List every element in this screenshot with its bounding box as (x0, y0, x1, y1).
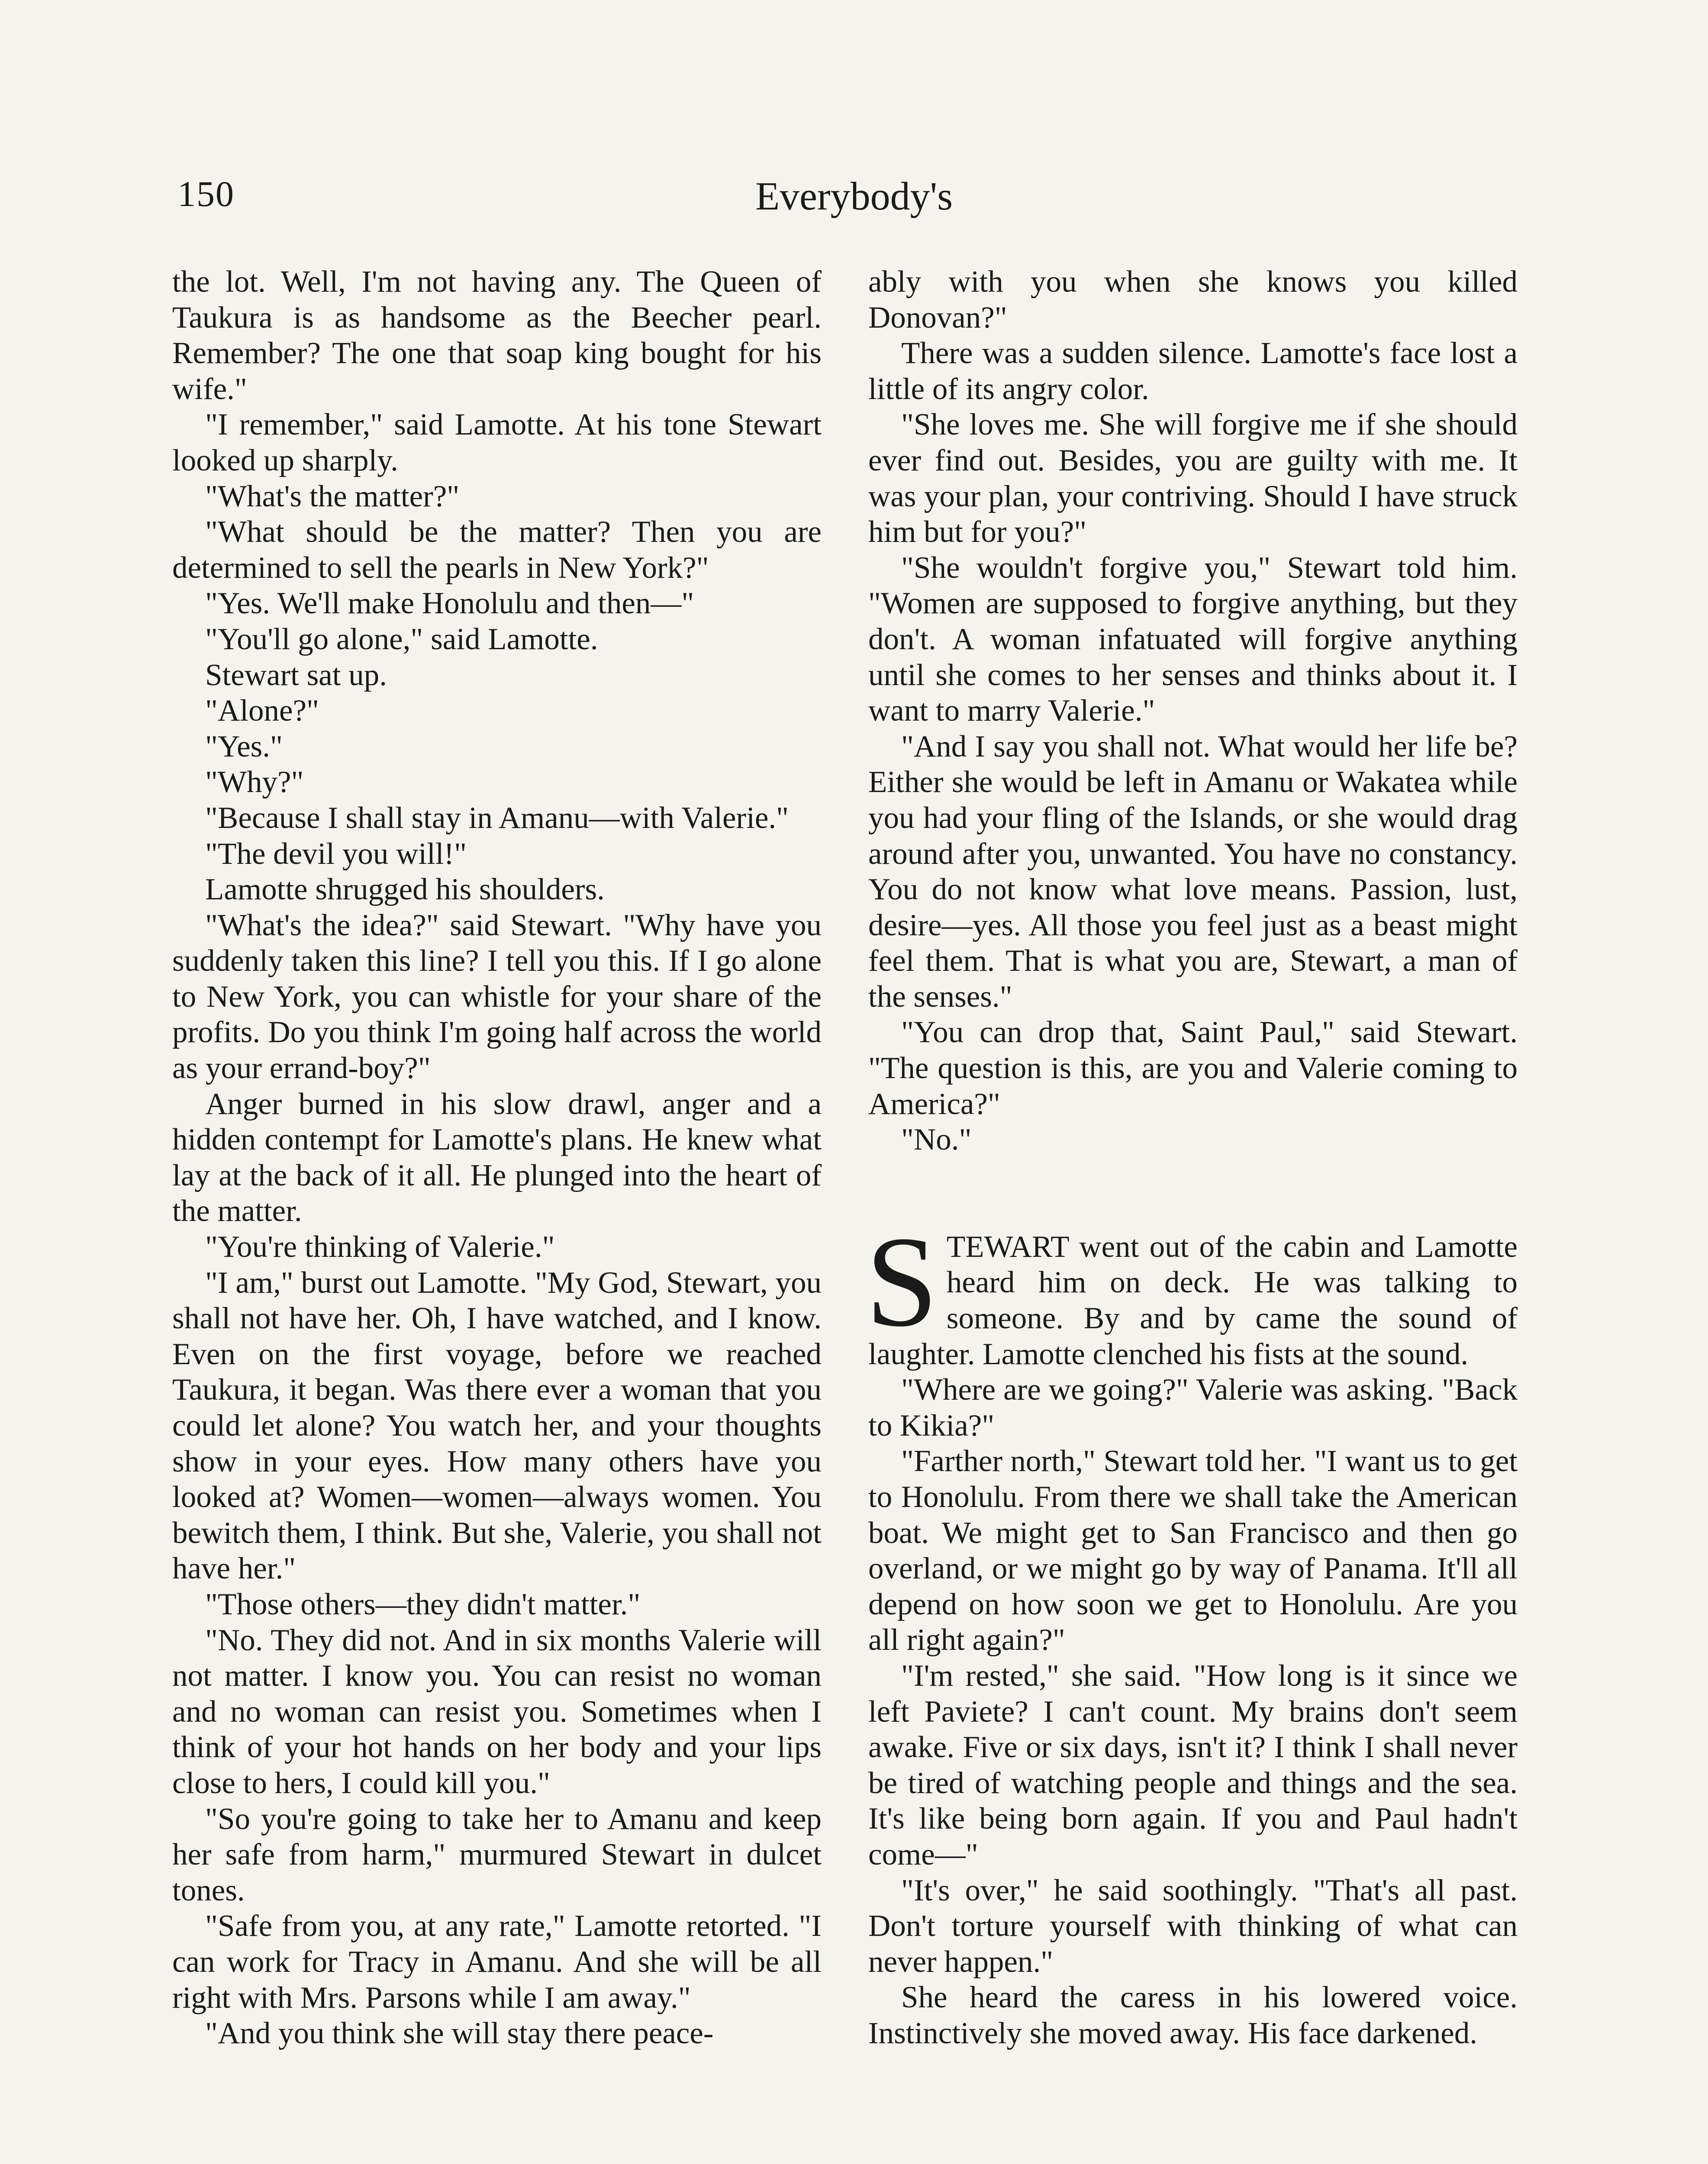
left-column (172, 264, 822, 2051)
paragraph: "You're thinking of Valerie." (205, 1230, 555, 1264)
paragraph: She heard the caress in his lowered voice. Instinctively she moved away. His face darkened. (868, 1980, 1518, 2050)
paragraph: "The devil you will!" (205, 837, 467, 871)
paragraph: "Alone?" (205, 694, 319, 728)
paragraph: "You'll go alone," said Lamotte. (205, 622, 598, 656)
paragraph: "No." (901, 1123, 972, 1157)
paragraph: "And you think she will stay there peace- (205, 2016, 714, 2051)
paragraph: "So you're going to take her to Amanu and keep her safe from harm," murmured Stewart in dulcet tones. (172, 1802, 822, 1907)
paragraph: "Yes." (205, 729, 283, 763)
paragraph: "Yes. We'll make Honolulu and then—" (205, 586, 694, 621)
paragraph: "Those others—they didn't matter." (205, 1587, 641, 1621)
paragraph: "No. They did not. And in six months Valerie will not matter. I know you. You can resist no woman and no woman can resist you. Sometimes when I think of your hot hands on her body and your lips close to hers, I could kill you." (172, 1623, 822, 1800)
drop-cap: S (866, 1209, 938, 1353)
paragraph: "It's over," he said soothingly. "That's all past. Don't torture yourself with thinking of what can never happen." (868, 1873, 1518, 1979)
paragraph: "Safe from you, at any rate," Lamotte retorted. "I can work for Tracy in Amanu. And she will be all right with Mrs. Parsons while I am away." (172, 1909, 822, 2015)
paragraph: "What's the idea?" said Stewart. "Why have you suddenly taken this line? I tell you this. If I go alone to New York, you can whistle for your share of the profits. Do you think I'm going half across the world as your errand-boy?" (172, 908, 822, 1085)
paragraph: Lamotte shrugged his shoulders. (205, 873, 605, 907)
paragraph: "You can drop that, Saint Paul," said Stewart. "The question is this, are you and Valerie coming to America?" (868, 1015, 1518, 1121)
paragraph: Stewart sat up. (205, 658, 387, 692)
paragraph: "I remember," said Lamotte. At his tone Stewart looked up sharply. (172, 408, 822, 477)
paragraph: "And I say you shall not. What would her life be? Either she would be left in Amanu or Wakatea while you had your fling of the Islands, or she would drag around after you, unwanted. You have no constancy. You do not know what love means. Passion, lust, desire—yes. All those you feel just as a beast might feel them. That is what you are, Stewart, a man of the senses." (868, 729, 1518, 1014)
running-head: Everybody's (755, 174, 953, 218)
paragraph: Anger burned in his slow drawl, anger and a hidden contempt for Lamotte's plans. He knew what lay at the back of it all. He plunged into the heart of the matter. (172, 1087, 822, 1228)
paragraph: "She loves me. She will forgive me if she should ever find out. Besides, you are guilty with me. It was your plan, your contriving. Should I have struck him but for you?" (868, 408, 1518, 549)
paragraph: "Why?" (205, 765, 304, 799)
paragraph: "What's the matter?" (205, 479, 460, 513)
paragraph: There was a sudden silence. Lamotte's face lost a little of its angry color. (868, 336, 1518, 406)
paragraph: "I'm rested," she said. "How long is it since we left Paviete? I can't count. My brains don't seem awake. Five or six days, isn't it? I think I shall never be tired of watching people and things and the sea. It's like being born again. If you and Paul hadn't come—" (868, 1658, 1518, 1871)
paragraph: ably with you when she knows you killed Donovan?" (868, 265, 1518, 335)
paragraph: "Because I shall stay in Amanu—with Valerie." (205, 801, 789, 835)
paragraph: the lot. Well, I'm not having any. The Queen of Taukura is as handsome as the Beecher pearl. Remember? The one that soap king bought for his wife." (172, 265, 822, 406)
section-break (868, 1158, 1518, 1229)
paragraph: "I am," burst out Lamotte. "My God, Stewart, you shall not have her. Oh, I have watched, and I know. Even on the first voyage, before we reached Taukura, it began. Was there ever a woman that you could let alone? You watch her, and your thoughts show in your eyes. How many others have you looked at? Women—women—always women. You bewitch them, I think. But she, Valerie, you shall not have her." (172, 1266, 822, 1586)
right-column (868, 264, 1518, 2051)
paragraph: "What should be the matter? Then you are determined to sell the pearls in New York?" (172, 515, 822, 585)
paragraph: "Where are we going?" Valerie was asking. "Back to Kikia?" (868, 1373, 1518, 1443)
page-number: 150 (177, 174, 235, 214)
opening-text: TEWART went out of the cabin and Lamotte heard him on deck. He was talking to someone. By and by came the sound of laughter. Lamotte clenched his fists at the sound. (868, 1230, 1518, 1371)
paragraph: "She wouldn't forgive you," Stewart told him. "Women are supposed to forgive anything, but they don't. A woman infatuated will forgive anything until she comes to her senses and thinks about it. I want to marry Valerie." (868, 551, 1518, 728)
section-opening-paragraph (866, 1209, 1518, 1372)
paragraph: "Farther north," Stewart told her. "I want us to get to Honolulu. From there we shall take the American boat. We might get to San Francisco and then go overland, or we might go by way of Panama. It'll all depend on how soon we get to Honolulu. Are you all right again?" (868, 1444, 1518, 1657)
